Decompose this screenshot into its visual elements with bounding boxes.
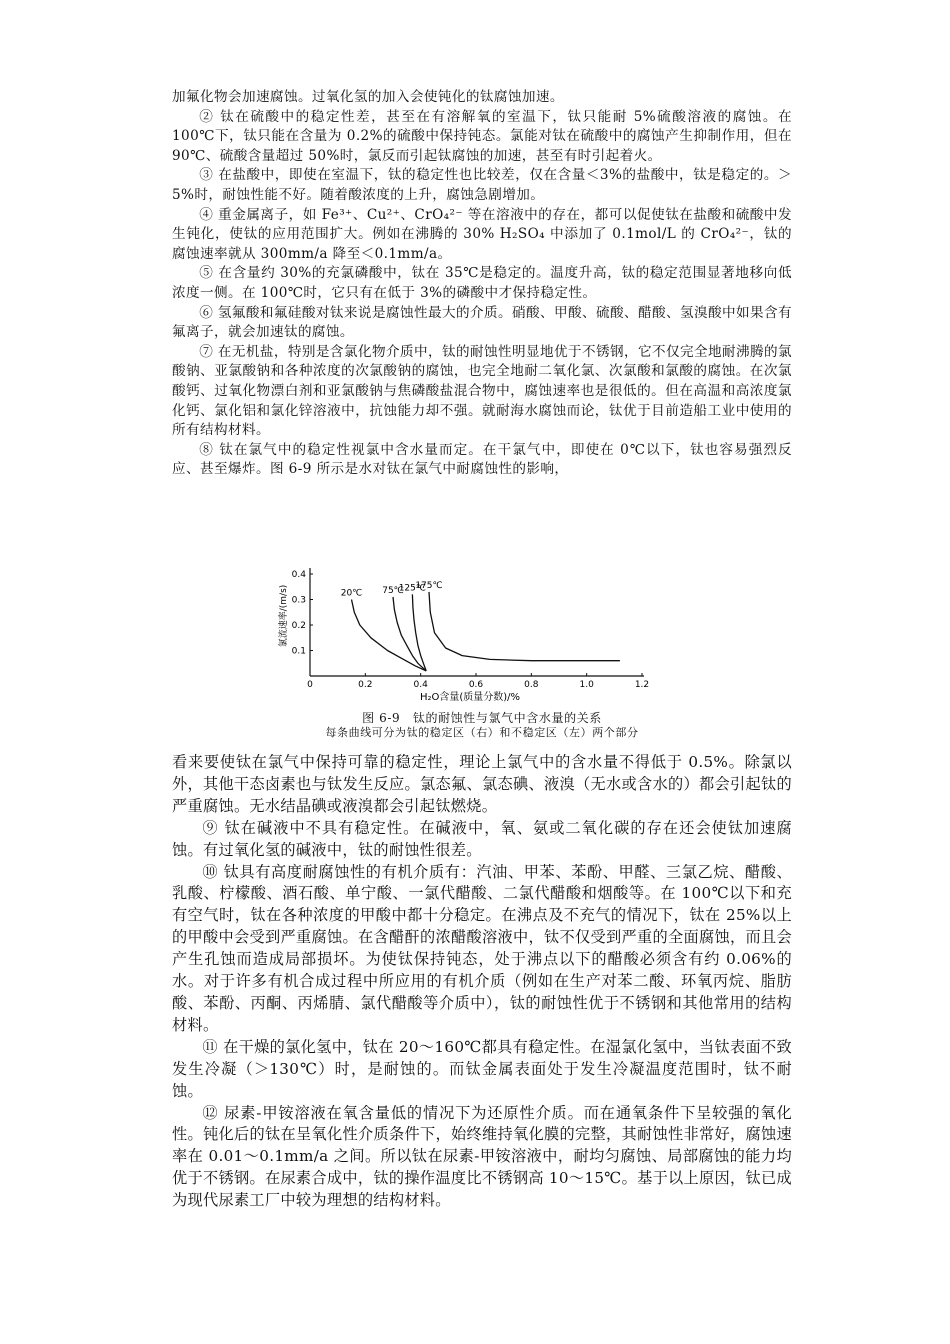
chart-svg xyxy=(270,556,670,706)
y-tick-label: 0.1 xyxy=(291,646,306,657)
paragraph: ⑪ 在干燥的氯化氢中，钛在 20～160℃都具有稳定性。在湿氯化氢中，当钛表面不致发生冷凝（＞130℃）时，是耐蚀的。而钛金属表面处于发生冷凝温度范围时，钛不耐蚀。 xyxy=(172,1037,792,1100)
curve-line-3 xyxy=(429,592,620,661)
paragraph: 看来要使钛在氯气中保持可靠的稳定性，理论上氯气中的含水量不得低于 0.5%。除氯以外，其他干态卤素也与钛发生反应。氯态氟、氯态碘、液溴（无水或含水的）都会引起钛的严重腐蚀。无水结晶碘或液溴都会引起钛燃烧。 xyxy=(172,753,792,815)
paragraph: ⑫ 尿素-甲铵溶液在氧含量低的情况下为还原性介质。而在通氧条件下呈较强的氧化性。钝化后的钛在呈氧化性介质条件下，始终维持氧化膜的完整，其耐蚀性非常好，腐蚀速率在 0.01～0.1mm/a 之间。所以钛在尿素-甲铵溶液中，耐均匀腐蚀、局部腐蚀的能力均优于不锈钢。在尿素合成中，钛的操作温度比不锈钢高 10～15℃。基于以上原因，钛已成为现代尿素工厂中较为理想的结构材料。 xyxy=(172,1103,792,1210)
curve-label: 20℃ xyxy=(340,588,363,599)
y-tick-label: 0.2 xyxy=(291,621,306,631)
y-tick-label: 0.3 xyxy=(291,595,306,606)
paragraph: 加氟化物会加速腐蚀。过氧化氢的加入会使钝化的钛腐蚀加速。 xyxy=(172,89,564,105)
curve-label: 125℃ xyxy=(398,583,427,594)
paragraph: ⑦ 在无机盐，特别是含氯化物介质中，钛的耐蚀性明显地优于不锈钢，它不仅完全地耐沸腾的氯酸钠、亚氯酸钠和各种浓度的次氯酸钠的腐蚀，也完全地耐二氧化氯、次氯酸和氯酸的腐蚀。在次氯酸钙、过氧化物漂白剂和亚氯酸钠与焦磷酸盐混合物中，腐蚀速率也是很低的。但在高温和高浓度氯化钙、氯化铝和氯化锌溶液中，抗蚀能力却不强。就耐海水腐蚀而论，钛优于目前造船工业中使用的所有结构材料。 xyxy=(172,343,792,439)
upper-text xyxy=(172,88,792,480)
lower-text xyxy=(172,752,792,1212)
x-tick-label: 1.2 xyxy=(634,680,650,690)
x-tick-label: 0 xyxy=(307,680,313,690)
y-axis-label: 氯流速率/(m/s) xyxy=(279,584,289,648)
x-tick-label: 0.6 xyxy=(468,680,484,690)
curve-label: 75℃ xyxy=(382,585,404,596)
paragraph: ⑥ 氢氟酸和氟硅酸对钛来说是腐蚀性最大的介质。硝酸、甲酸、硫酸、醋酸、氢溴酸中如果含有氟离子，就会加速钛的腐蚀。 xyxy=(172,304,792,341)
figure-caption-note: 每条曲线可分为钛的稳定区（右）和不稳定区（左）两个部分 xyxy=(325,726,639,739)
paragraph: ⑤ 在含量约 30%的充氯磷酸中，钛在 35℃是稳定的。温度升高，钛的稳定范围显著地移向低浓度一侧。在 100℃时，它只有在低于 3%的磷酸中才保持稳定性。 xyxy=(172,265,792,301)
curve-line-1 xyxy=(393,597,426,671)
y-tick-label: 0.4 xyxy=(291,570,306,580)
figure-6-9 xyxy=(270,556,670,736)
x-axis-label: H₂O含量(质量分数)/% xyxy=(419,692,521,703)
curve-label: 175℃ xyxy=(415,580,443,591)
paragraph: ⑨ 钛在碱液中不具有稳定性。在碱液中，氧、氨或二氧化碳的存在还会使钛加速腐蚀。有过氧化氢的碱液中，钛的耐蚀性很差。 xyxy=(172,818,792,859)
x-tick-label: 0.8 xyxy=(524,680,539,690)
paragraph: ③ 在盐酸中，即使在室温下，钛的稳定性也比较差，仅在含量＜3%的盐酸中，钛是稳定的。＞5%时，耐蚀性能不好。随着酸浓度的上升，腐蚀急剧增加。 xyxy=(172,167,792,203)
paragraph: ⑩ 钛具有高度耐腐蚀性的有机介质有：汽油、甲苯、苯酚、甲醛、三氯乙烷、醋酸、乳酸、柠檬酸、酒石酸、单宁酸、一氯代醋酸、二氯代醋酸和烟酸等。在 100℃以下和充有空气时，钛在各种浓度的甲酸中都十分稳定。在沸点及不充气的情况下，钛在 25%以上的甲酸中会受到严重腐蚀。在含醋酐的浓醋酸溶液中，钛不仅受到严重的全面腐蚀，而且会产生孔蚀而造成局部损坏。为使钛保持钝态，处于沸点以下的醋酸必须含有约 0.06%的水。对于许多有机合成过程中所应用的有机介质（例如在生产对苯二酸、环氧丙烷、脂肪酸、苯酚、丙酮、丙烯腈、氯代醋酸等介质中），钛的耐蚀性优于不锈钢和其他常用的结构材料。 xyxy=(172,862,792,1034)
figure-caption-title: 图 6-9 钛的耐蚀性与氯气中含水量的关系 xyxy=(362,711,602,725)
paragraph: ④ 重金属离子，如 Fe³⁺、Cu²⁺、CrO₄²⁻ 等在溶液中的存在，都可以促使钛在盐酸和硫酸中发生钝化，使钛的应用范围扩大。例如在沸腾的 30% H₂SO₄ 中添加了 0.1mol/L 的 CrO₄²⁻，钛的腐蚀速率就从 300mm/a 降至＜0.1mm/a。 xyxy=(172,206,792,262)
paragraph: ⑧ 钛在氯气中的稳定性视氯中含水量而定。在干氯气中，即使在 0℃以下，钛也容易强烈反应、甚至爆炸。图 6-9 所示是水对钛在氯气中耐腐蚀性的影响， xyxy=(172,441,792,478)
x-tick-label: 0.2 xyxy=(358,680,373,690)
x-tick-label: 1.0 xyxy=(579,680,594,690)
paragraph: ② 钛在硫酸中的稳定性差，甚至在有溶解氧的室温下，钛只能耐 5%硫酸溶液的腐蚀。在 100℃下，钛只能在含量为 0.2%的硫酸中保持钝态。氯能对钛在硫酸中的腐蚀产生抑制作用，但在 90℃、硫酸含量超过 50%时，氯反而引起钛腐蚀的加速，甚至有时引起着火。 xyxy=(172,108,792,164)
x-tick-label: 0.4 xyxy=(413,680,428,690)
